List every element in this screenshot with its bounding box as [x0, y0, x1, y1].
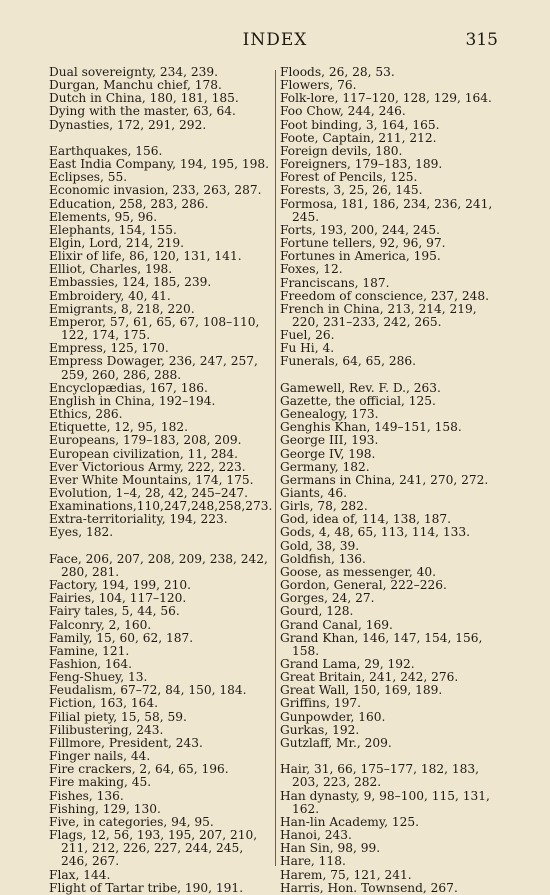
index-entry: Elixir of life, 86, 120, 131, 141.	[49, 249, 242, 264]
index-entry: Harem, 75, 121, 241.	[280, 867, 412, 882]
index-entry: Evolution, 1–4, 28, 42, 245–247.	[49, 485, 248, 500]
index-entry: Durgan, Manchu chief, 178.	[49, 78, 222, 93]
index-entry: Floods, 26, 28, 53.	[280, 65, 395, 79]
index-column-right	[280, 65, 507, 895]
index-entry: Elliot, Charles, 198.	[49, 262, 173, 277]
index-entry: Fishing, 129, 130.	[49, 801, 161, 816]
index-entry: Dynasties, 172, 291, 292.	[49, 117, 207, 132]
index-entry: Germans in China, 241, 270, 272.	[280, 472, 489, 487]
index-entry: Germany, 182.	[280, 459, 370, 474]
index-entry: Ethics, 286.	[49, 407, 123, 422]
index-entry: Elements, 95, 96.	[49, 209, 158, 224]
index-entry: French in China, 213, 214, 219, 220, 231–233, 242, 265.	[280, 301, 477, 329]
index-entry: Flight of Tartar tribe, 190, 191.	[49, 880, 244, 895]
index-entry: Elgin, Lord, 214, 219.	[49, 236, 185, 251]
index-entry: Filial piety, 15, 58, 59.	[49, 709, 187, 724]
index-entry: Gordon, General, 222–226.	[280, 578, 447, 593]
index-entry: Dual sovereignty, 234, 239.	[49, 65, 218, 79]
index-entry: Education, 258, 283, 286.	[49, 196, 209, 211]
index-entry: Ever Victorious Army, 222, 223.	[49, 459, 246, 474]
index-entry: Grand Lama, 29, 192.	[280, 657, 415, 672]
index-entry: Earthquakes, 156.	[49, 143, 163, 158]
index-entry: Fairies, 104, 117–120.	[49, 591, 187, 606]
index-entry: Elephants, 154, 155.	[49, 222, 177, 237]
index-entry: Ever White Mountains, 174, 175.	[49, 472, 254, 487]
index-entry: European civilization, 11, 284.	[49, 446, 239, 461]
index-entry: Fu Hi, 4.	[280, 341, 335, 356]
column-divider	[275, 70, 276, 866]
index-entry: Gamewell, Rev. F. D., 263.	[280, 380, 441, 395]
index-entry: Foote, Captain, 211, 212.	[280, 130, 437, 145]
index-entry: Foxes, 12.	[280, 262, 343, 277]
index-entry: Forest of Pencils, 125.	[280, 170, 418, 185]
index-entry: Goose, as messenger, 40.	[280, 564, 436, 579]
index-entry: Eclipses, 55.	[49, 170, 128, 185]
index-entry: Dying with the master, 63, 64.	[49, 104, 236, 119]
index-entry: Foreigners, 179–183, 189.	[280, 157, 443, 172]
index-entry: Falconry, 2, 160.	[49, 617, 152, 632]
index-entry: Fishes, 136.	[49, 788, 124, 803]
index-entry: Emperor, 57, 61, 65, 67, 108–110, 122, 174, 175.	[49, 314, 260, 343]
index-entry: Embroidery, 40, 41.	[49, 288, 171, 303]
index-entry: Feng-Shuey, 13.	[49, 670, 148, 685]
index-entry: Foo Chow, 244, 246.	[280, 104, 406, 119]
index-entry: Gurkas, 192.	[280, 722, 360, 737]
index-entry: English in China, 192–194.	[49, 393, 216, 408]
index-entry: Gorges, 24, 27.	[280, 591, 375, 606]
index-entry: God, idea of, 114, 138, 187.	[280, 512, 451, 527]
index-entry: Fire making, 45.	[49, 775, 152, 790]
index-entry: Hare, 118.	[280, 854, 346, 869]
index-entry: Flowers, 76.	[280, 78, 357, 93]
index-entry: Gold, 38, 39.	[280, 538, 360, 553]
page-header	[0, 30, 550, 54]
index-entry: Foot binding, 3, 164, 165.	[280, 117, 440, 132]
index-entry: Fortunes in America, 195.	[280, 249, 441, 264]
index-entry: Eyes, 182.	[49, 525, 114, 540]
index-entry: Flags, 12, 56, 193, 195, 207, 210, 211, 212, 226, 227, 244, 245, 246, 267.	[49, 828, 258, 869]
index-entry: Gazette, the official, 125.	[280, 393, 436, 408]
index-entry: Gunpowder, 160.	[280, 709, 386, 724]
index-entry: Harris, Hon. Townsend, 267.	[280, 880, 458, 895]
index-entry: Emigrants, 8, 218, 220.	[49, 301, 195, 316]
index-entry: Great Wall, 150, 169, 189.	[280, 683, 443, 698]
index-entry: Hair, 31, 66, 175–177, 182, 183, 203, 223, 282.	[280, 762, 480, 790]
index-entry: Famine, 121.	[49, 643, 130, 658]
index-entry: Genghis Khan, 149–151, 158.	[280, 420, 462, 435]
index-column-left	[49, 65, 273, 895]
index-entry: Griffins, 197.	[280, 696, 362, 711]
page-number: 315	[465, 30, 498, 50]
index-entry: Fuel, 26.	[280, 328, 335, 343]
index-entry: East India Company, 194, 195, 198.	[49, 157, 269, 172]
index-entry: Filibustering, 243.	[49, 722, 164, 737]
index-entry: Forests, 3, 25, 26, 145.	[280, 183, 423, 198]
index-entry: Fairy tales, 5, 44, 56.	[49, 604, 180, 619]
index-columns	[47, 65, 507, 895]
index-entry: Gods, 4, 48, 65, 113, 114, 133.	[280, 525, 471, 540]
index-entry: Fire crackers, 2, 64, 65, 196.	[49, 762, 229, 777]
index-entry: Feudalism, 67–72, 84, 150, 184.	[49, 683, 247, 698]
index-entry: Funerals, 64, 65, 286.	[280, 354, 417, 369]
index-entry: Han dynasty, 9, 98–100, 115, 131, 162.	[280, 788, 490, 816]
index-entry: Giants, 46.	[280, 485, 348, 500]
index-entry: Freedom of conscience, 237, 248.	[280, 288, 489, 303]
index-entry: Fillmore, President, 243.	[49, 735, 203, 750]
index-entry: Encyclopædias, 167, 186.	[49, 380, 208, 395]
index-entry: Fortune tellers, 92, 96, 97.	[280, 236, 446, 251]
index-entry: Girls, 78, 282.	[280, 499, 368, 514]
index-entry: Europeans, 179–183, 208, 209.	[49, 433, 242, 448]
index-entry: Flax, 144.	[49, 867, 111, 882]
index-entry: Folk-lore, 117–120, 128, 129, 164.	[280, 91, 492, 106]
index-entry: Extra-territoriality, 194, 223.	[49, 512, 228, 527]
index-entry: Gourd, 128.	[280, 604, 354, 619]
index-entry: Finger nails, 44.	[49, 749, 151, 764]
index-entry: Etiquette, 12, 95, 182.	[49, 420, 188, 435]
index-entry: Face, 206, 207, 208, 209, 238, 242, 280, 281.	[49, 551, 268, 579]
index-entry: Empress, 125, 170.	[49, 341, 169, 356]
index-entry: Goldfish, 136.	[280, 551, 366, 566]
index-entry: Fiction, 163, 164.	[49, 696, 159, 711]
index-entry: Grand Canal, 169.	[280, 617, 393, 632]
index-entry: Han Sin, 98, 99.	[280, 841, 381, 856]
index-entry: Foreign devils, 180.	[280, 143, 403, 158]
index-entry: George IV, 198.	[280, 446, 376, 461]
page-title: INDEX	[242, 30, 308, 50]
index-entry: Gutzlaff, Mr., 209.	[280, 735, 392, 750]
index-entry: Franciscans, 187.	[280, 275, 390, 290]
index-entry: Examinations,110,247,248,258,273.	[49, 499, 273, 514]
index-entry: Great Britain, 241, 242, 276.	[280, 670, 459, 685]
index-entry: Genealogy, 173.	[280, 407, 379, 422]
index-entry: Hanoi, 243.	[280, 828, 352, 843]
index-entry: Family, 15, 60, 62, 187.	[49, 630, 194, 645]
index-entry: Dutch in China, 180, 181, 185.	[49, 91, 239, 106]
index-entry: Economic invasion, 233, 263, 287.	[49, 183, 262, 198]
index-entry: Grand Khan, 146, 147, 154, 156, 158.	[280, 630, 483, 658]
index-entry: Five, in categories, 94, 95.	[49, 814, 214, 829]
index-entry: Embassies, 124, 185, 239.	[49, 275, 212, 290]
index-entry: Formosa, 181, 186, 234, 236, 241, 245.	[280, 196, 493, 224]
index-entry: Fashion, 164.	[49, 657, 132, 671]
index-entry: Han-lin Academy, 125.	[280, 814, 419, 829]
index-entry: George III, 193.	[280, 433, 379, 448]
index-entry: Forts, 193, 200, 244, 245.	[280, 222, 441, 237]
index-entry: Factory, 194, 199, 210.	[49, 578, 191, 593]
index-entry: Empress Dowager, 236, 247, 257, 259, 260, 286, 288.	[49, 354, 258, 382]
